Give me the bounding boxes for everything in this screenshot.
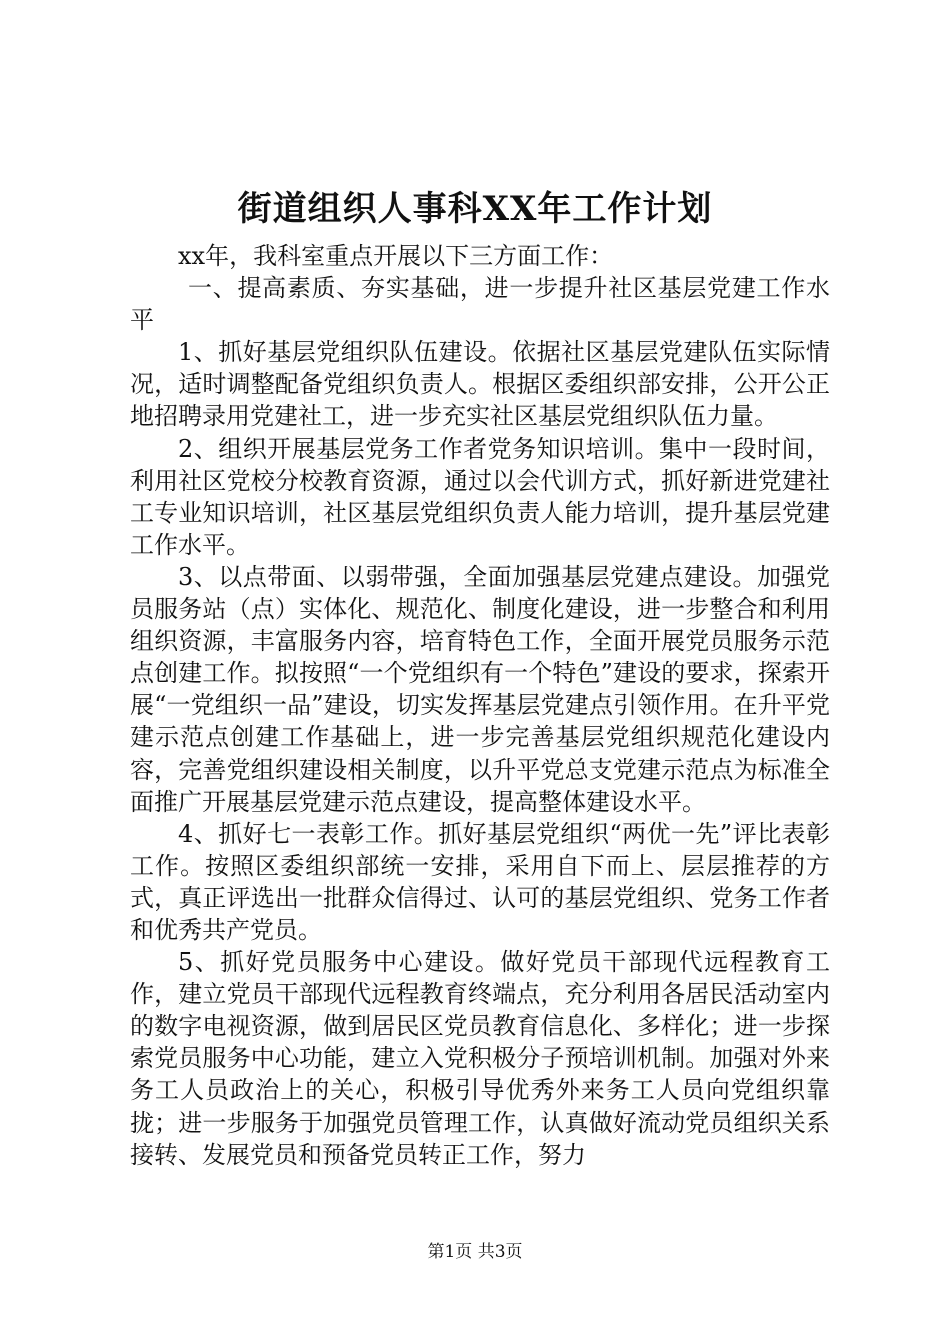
document-title: 街道组织人事科XX年工作计划 (237, 189, 713, 229)
paragraph-item-1: 1、抓好基层党组织队伍建设。依据社区基层党建队伍实际情况，适时调整配备党组织负责人。根据区委组织部安排，公开公正地招聘录用党建社工，进一步充实社区基层党组织队伍力量。 (130, 338, 830, 431)
page-footer: 第1页 共3页 (427, 1242, 523, 1262)
paragraph-item-2: 2、组织开展基层党务工作者党务知识培训。集中一段时间，利用社区党校分校教育资源，通过以会代训方式，抓好新进党建社工专业知识培训，社区基层党组织负责人能力培训，提升基层党建工作水平。 (130, 434, 830, 559)
paragraph-item-4: 4、抓好七一表彰工作。抓好基层党组织“两优一先”评比表彰工作。按照区委组织部统一安排，采用自下而上、层层推荐的方式，真正评选出一批群众信得过、认可的基层党组织、党务工作者和优秀共产党员。 (130, 819, 830, 944)
document-body (130, 240, 830, 1171)
paragraph-section-heading: 一、提高素质、夯实基础，进一步提升社区基层党建工作水平 (130, 274, 830, 335)
paragraph-intro: xx年，我科室重点开展以下三方面工作： (178, 242, 614, 270)
paragraph-item-3: 3、以点带面、以弱带强，全面加强基层党建点建设。加强党员服务站（点）实体化、规范化、制度化建设，进一步整合和利用组织资源，丰富服务内容，培育特色工作，全面开展党员服务示范点创建工作。拟按照“一个党组织有一个特色”建设的要求，探索开展“一党组织一品”建设，切实发挥基层党建点引领作用。在升平党建示范点创建工作基础上，进一步完善基层党组织规范化建设内容，完善党组织建设相关制度，以升平党总支党建示范点为标准全面推广开展基层党建示范点建设，提高整体建设水平。 (130, 562, 830, 816)
paragraph-item-5: 5、抓好党员服务中心建设。做好党员干部现代远程教育工作，建立党员干部现代远程教育终端点，充分利用各居民活动室内的数字电视资源，做到居民区党员教育信息化、多样化；进一步探索党员服务中心功能，建立入党积极分子预培训机制。加强对外来务工人员政治上的关心，积极引导优秀外来务工人员向党组织靠拢；进一步服务于加强党员管理工作，认真做好流动党员组织关系接转、发展党员和预备党员转正工作，努力 (130, 948, 830, 1169)
